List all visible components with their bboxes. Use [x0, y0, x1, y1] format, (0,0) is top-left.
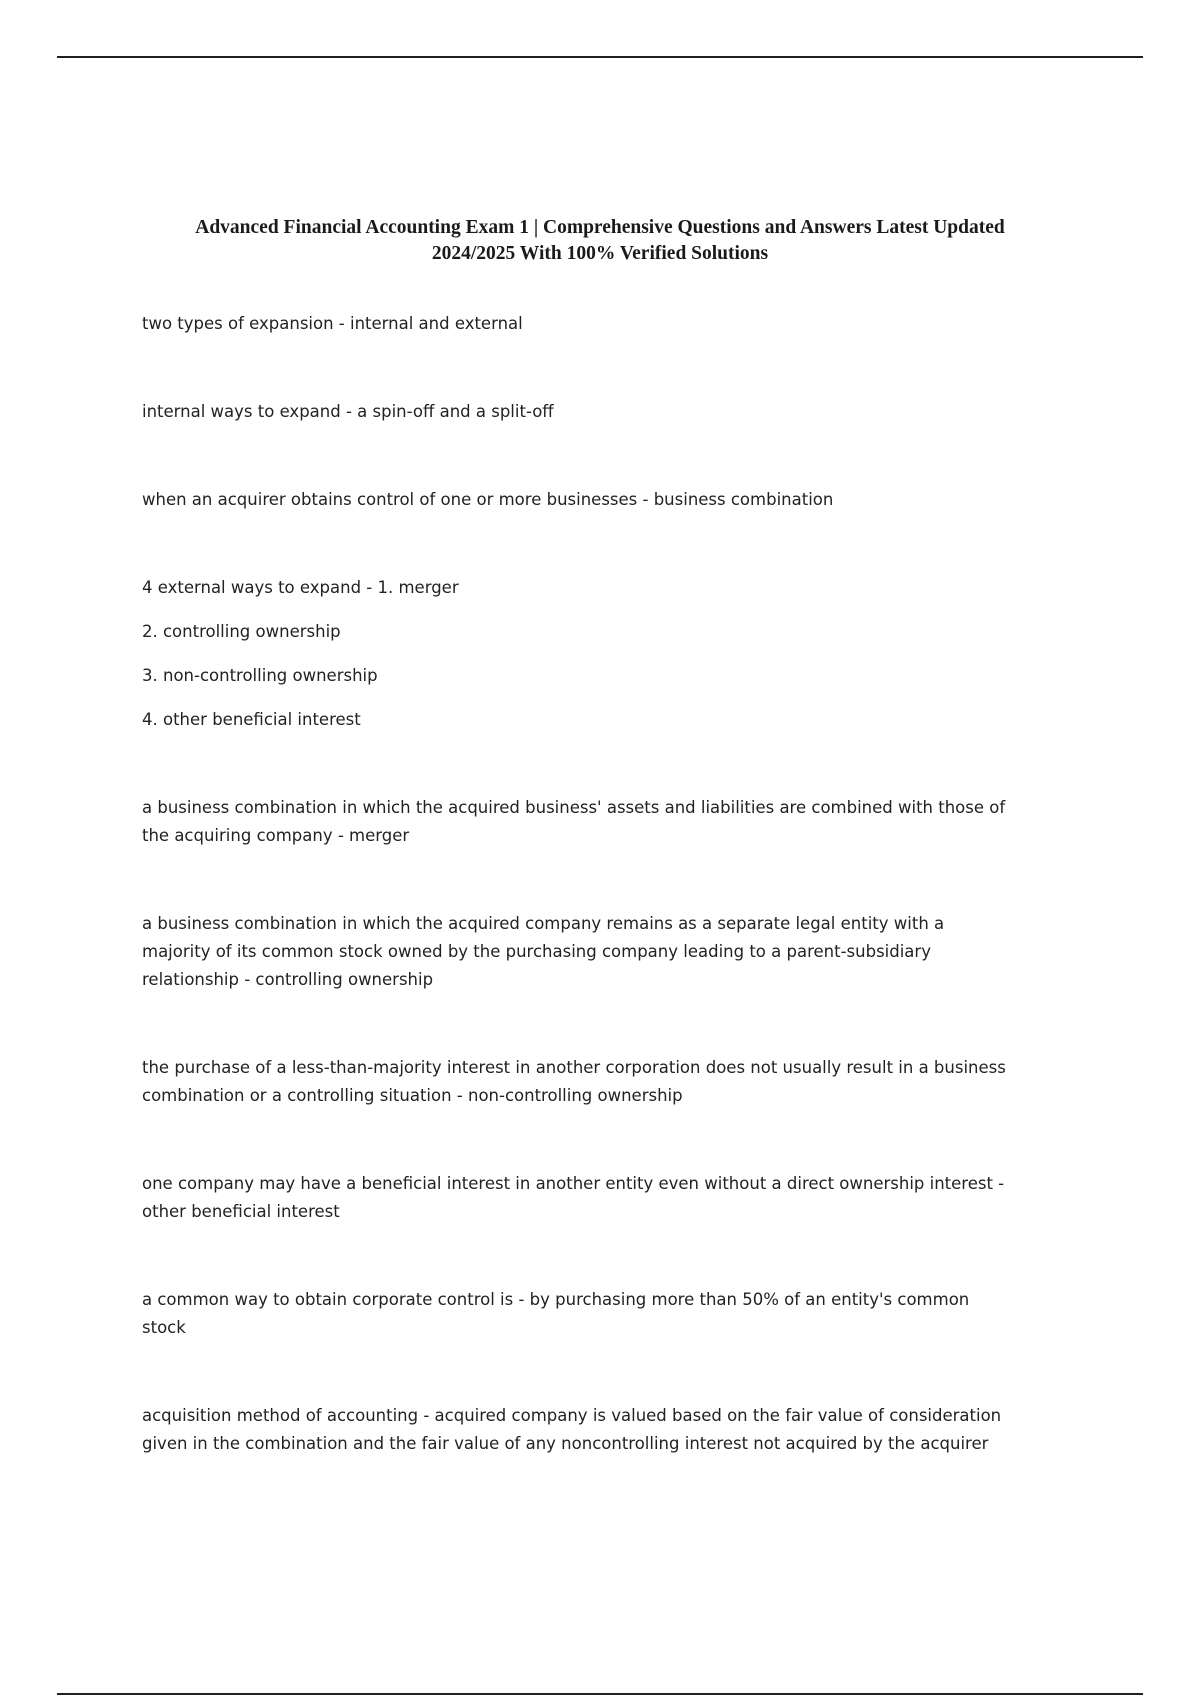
qa-item	[142, 398, 1072, 426]
qa-item	[142, 1170, 1072, 1226]
qa-item	[142, 1286, 1072, 1342]
top-rule	[57, 56, 1143, 58]
qa-line: relationship - controlling ownership	[142, 970, 434, 989]
qa-line: 4 external ways to expand - 1. merger	[142, 578, 459, 597]
qa-item	[142, 486, 1072, 514]
title-line-2: 2024/2025 With 100% Verified Solutions	[431, 243, 769, 264]
qa-line: given in the combination and the fair value of any noncontrolling interest not acquired by the acquirer	[142, 1434, 989, 1453]
qa-line: acquisition method of accounting - acquired company is valued based on the fair value of consideration	[142, 1406, 1002, 1425]
qa-line: when an acquirer obtains control of one or more businesses - business combination	[142, 490, 834, 509]
qa-line: a business combination in which the acquired business' assets and liabilities are combined with those of	[142, 798, 1006, 817]
qa-item	[142, 310, 1072, 338]
qa-item	[142, 910, 1072, 994]
qa-line: a common way to obtain corporate control is - by purchasing more than 50% of an entity's common	[142, 1290, 970, 1309]
list-entry: 2. controlling ownership	[142, 622, 341, 641]
list-entry: 4. other beneficial interest	[142, 710, 361, 729]
document-title	[120, 215, 1080, 267]
qa-line: a business combination in which the acquired company remains as a separate legal entity with a	[142, 914, 945, 933]
qa-item	[142, 1402, 1072, 1458]
qa-line: stock	[142, 1318, 186, 1337]
bottom-rule	[57, 1693, 1143, 1695]
qa-item	[142, 1054, 1072, 1110]
qa-item	[142, 794, 1072, 850]
qa-line: the acquiring company - merger	[142, 826, 410, 845]
title-line-1: Advanced Financial Accounting Exam 1 | Comprehensive Questions and Answers Latest Updated	[195, 217, 1005, 238]
qa-item	[142, 574, 1072, 734]
qa-list	[142, 310, 1072, 1458]
qa-line: one company may have a beneficial interest in another entity even without a direct ownership interest -	[142, 1174, 1005, 1193]
qa-line: combination or a controlling situation - non-controlling ownership	[142, 1086, 683, 1105]
qa-line: other beneficial interest	[142, 1202, 340, 1221]
qa-line: two types of expansion - internal and external	[142, 314, 523, 333]
qa-line: internal ways to expand - a spin-off and a split-off	[142, 402, 554, 421]
list-entry: 3. non-controlling ownership	[142, 666, 378, 685]
qa-line: the purchase of a less-than-majority interest in another corporation does not usually result in a business	[142, 1058, 1006, 1077]
qa-line: majority of its common stock owned by the purchasing company leading to a parent-subsidiary	[142, 942, 931, 961]
